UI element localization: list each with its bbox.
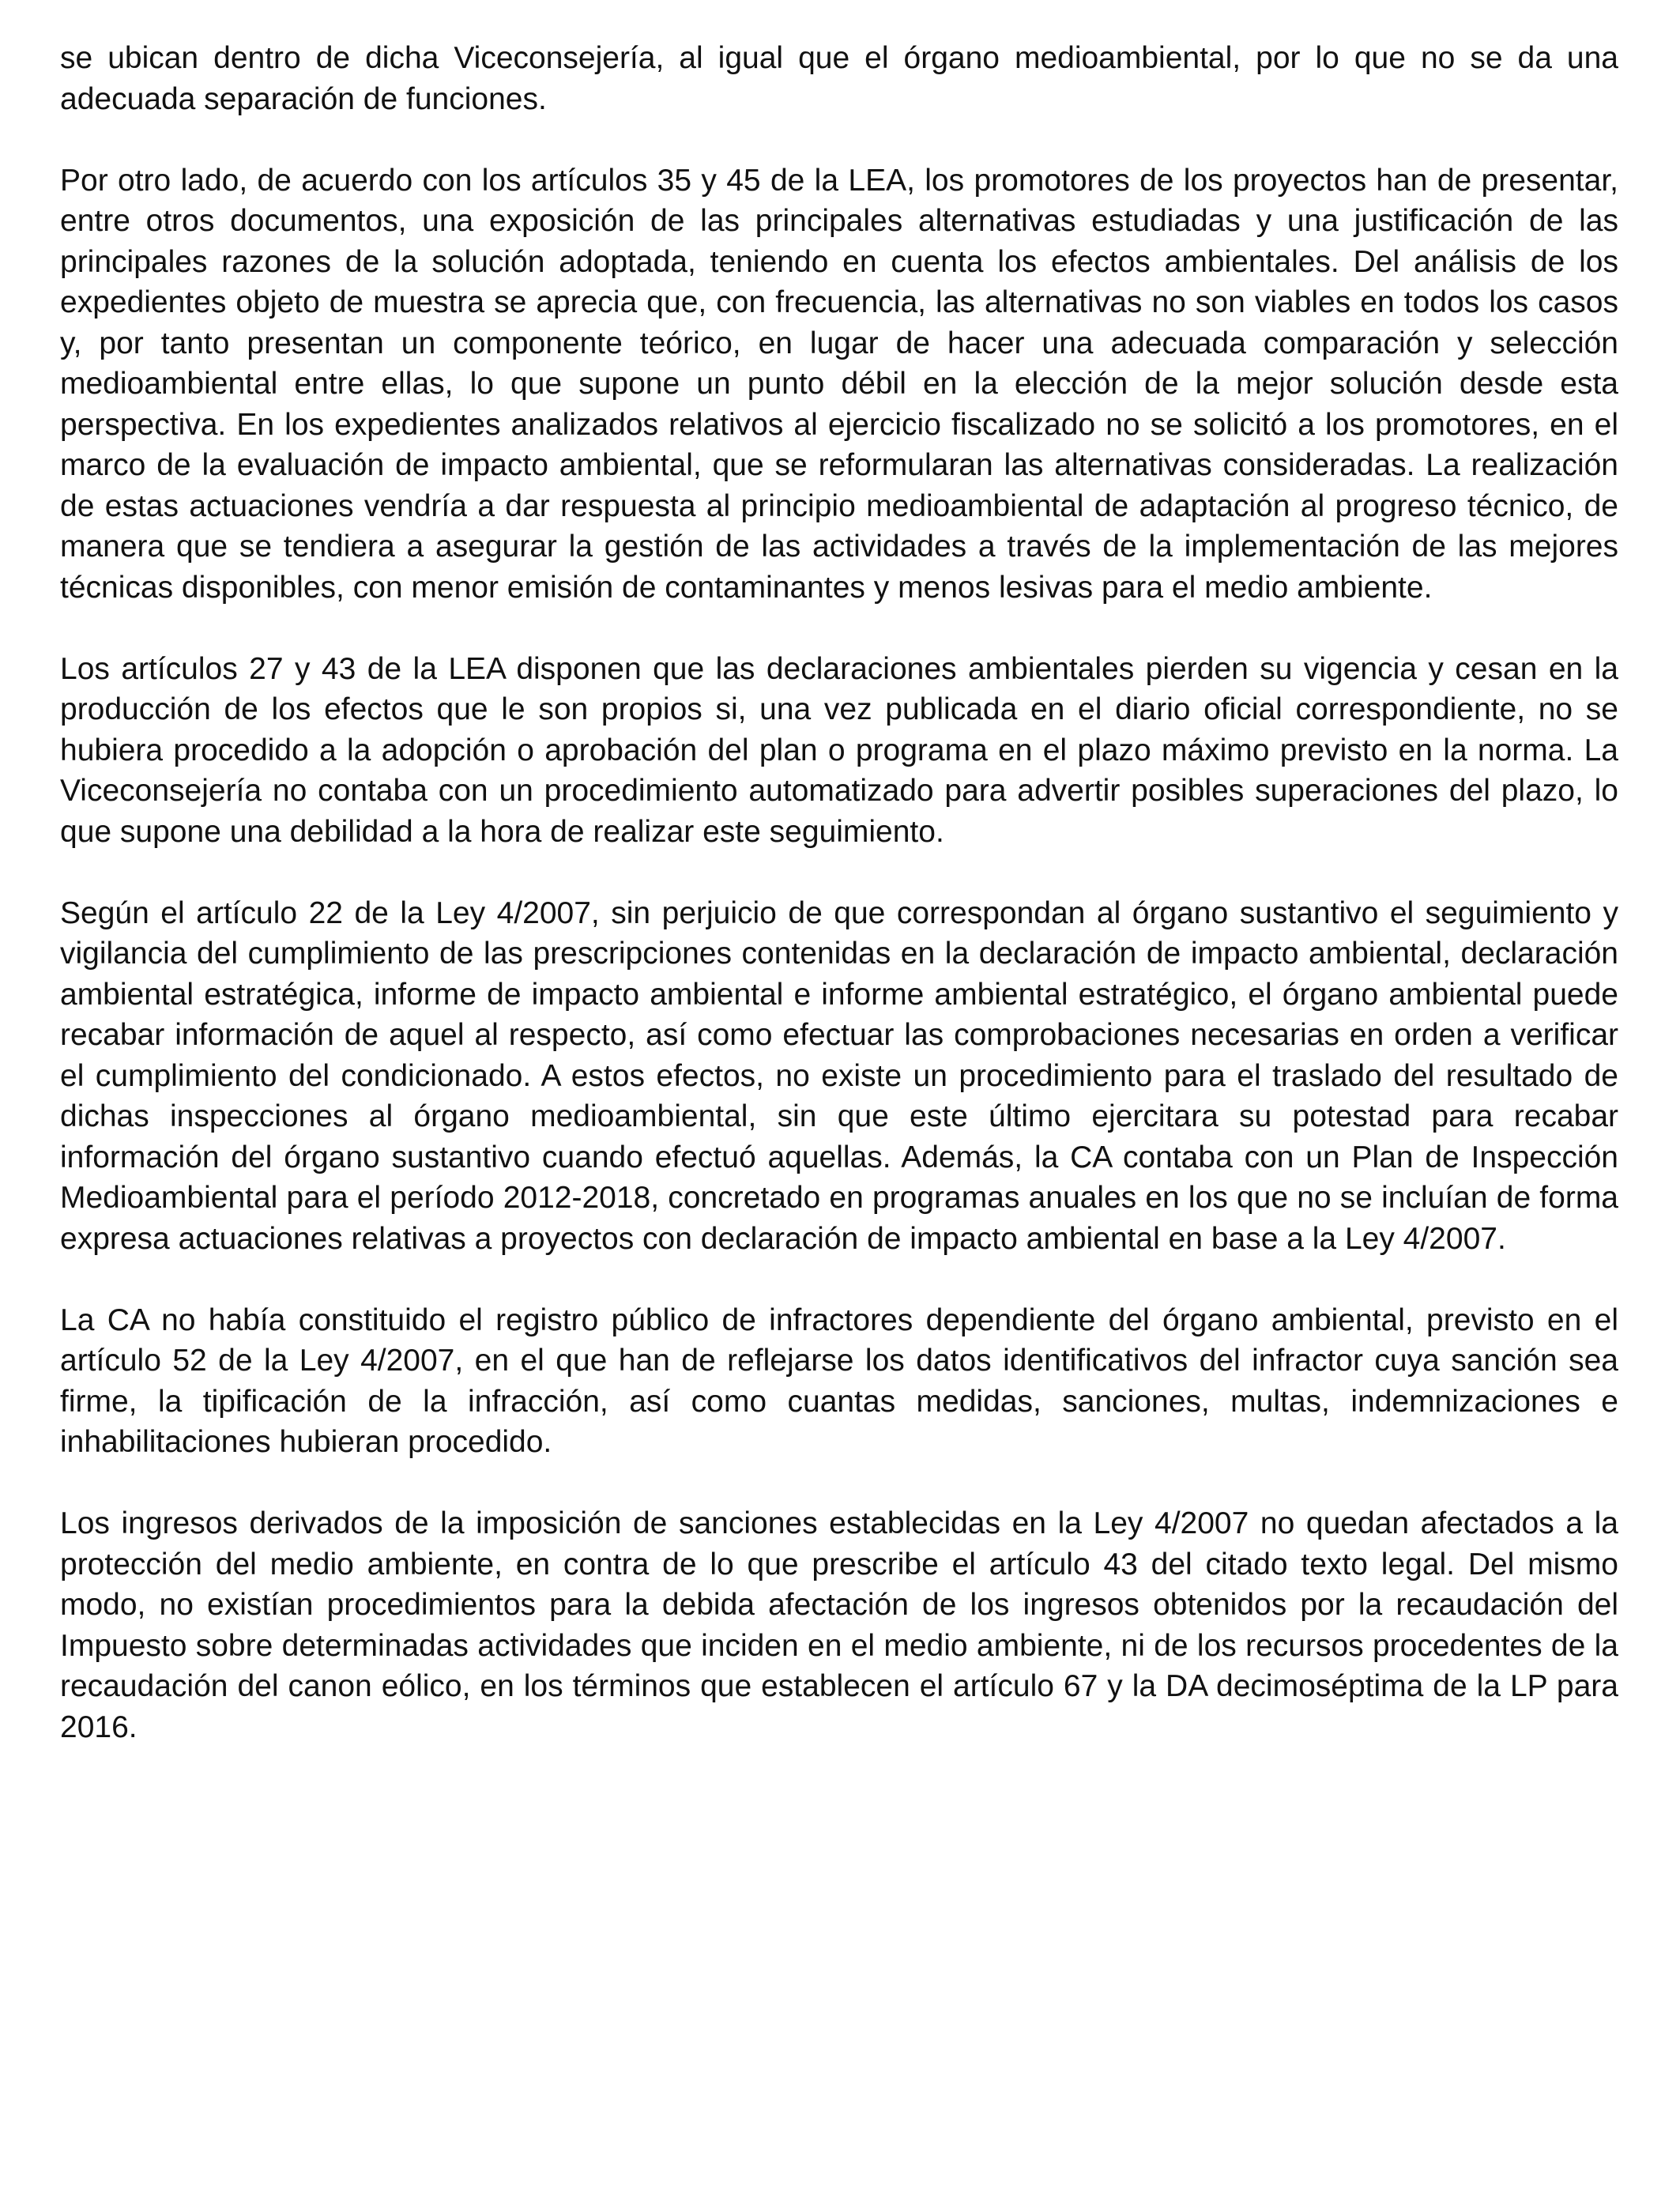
- paragraph-vigencia-declaraciones: Los artículos 27 y 43 de la LEA disponen que las declaraciones ambientales pierden su vigencia y cesan en la producción de los efectos que le son propios si, una vez publicada en el diario oficial correspondiente, no se hubiera procedido a la adopción o aprobación del plan o programa en el plazo máximo previsto en la norma. La Viceconsejería no contaba con un procedimiento automatizado para advertir posibles superaciones del plazo, lo que supone una debilidad a la hora de realizar este seguimiento.: [60, 651, 1618, 849]
- paragraph-registro-infractores: La CA no había constituido el registro público de infractores dependiente del órgano ambiental, previsto en el artículo 52 de la Ley 4/2007, en el que han de reflejarse los datos identificativos del infractor cuya sanción sea firme, la tipificación de la infracción, así como cuantas medidas, sanciones, multas, indemnizaciones e inhabilitaciones hubieran procedido.: [60, 1302, 1618, 1459]
- document-body: [60, 38, 1618, 1747]
- paragraph-seguimiento-vigilancia: Según el artículo 22 de la Ley 4/2007, sin perjuicio de que correspondan al órgano sustantivo el seguimiento y vigilancia del cumplimiento de las prescripciones contenidas en la declaración de impacto ambiental, declaración ambiental estratégica, informe de impacto ambiental e informe ambiental estratégico, el órgano ambiental puede recabar información de aquel al respecto, así como efectuar las comprobaciones necesarias en orden a verificar el cumplimiento del condicionado. A estos efectos, no existe un procedimiento para el traslado del resultado de dichas inspecciones al órgano medioambiental, sin que este último ejercitara su potestad para recabar información del órgano sustantivo cuando efectuó aquellas. Además, la CA contaba con un Plan de Inspección Medioambiental para el período 2012-2018, concretado en programas anuales en los que no se incluían de forma expresa actuaciones relativas a proyectos con declaración de impacto ambiental en base a la Ley 4/2007.: [60, 895, 1618, 1256]
- paragraph-ingresos-sanciones: Los ingresos derivados de la imposición de sanciones establecidas en la Ley 4/2007 no quedan afectados a la protección del medio ambiente, en contra de lo que prescribe el artículo 43 del citado texto legal. Del mismo modo, no existían procedimientos para la debida afectación de los ingresos obtenidos por la recaudación del Impuesto sobre determinadas actividades que inciden en el medio ambiente, ni de los recursos procedentes de la recaudación del canon eólico, en los términos que establecen el artículo 67 y la DA decimoséptima de la LP para 2016.: [60, 1506, 1618, 1744]
- paragraph-separacion-funciones: se ubican dentro de dicha Viceconsejería, al igual que el órgano medioambiental, por lo que no se da una adecuada separación de funciones.: [60, 41, 1618, 116]
- paragraph-alternativas-estudiadas: Por otro lado, de acuerdo con los artículos 35 y 45 de la LEA, los promotores de los proyectos han de presentar, entre otros documentos, una exposición de las principales alternativas estudiadas y una justificación de las principales razones de la solución adoptada, teniendo en cuenta los efectos ambientales. Del análisis de los expedientes objeto de muestra se aprecia que, con frecuencia, las alternativas no son viables en todos los casos y, por tanto presentan un componente teórico, en lugar de hacer una adecuada comparación y selección medioambiental entre ellas, lo que supone un punto débil en la elección de la mejor solución desde esta perspectiva. En los expedientes analizados relativos al ejercicio fiscalizado no se solicitó a los promotores, en el marco de la evaluación de impacto ambiental, que se reformularan las alternativas consideradas. La realización de estas actuaciones vendría a dar respuesta al principio medioambiental de adaptación al progreso técnico, de manera que se tendiera a asegurar la gestión de las actividades a través de la implementación de las mejores técnicas disponibles, con menor emisión de contaminantes y menos lesivas para el medio ambiente.: [60, 163, 1618, 605]
